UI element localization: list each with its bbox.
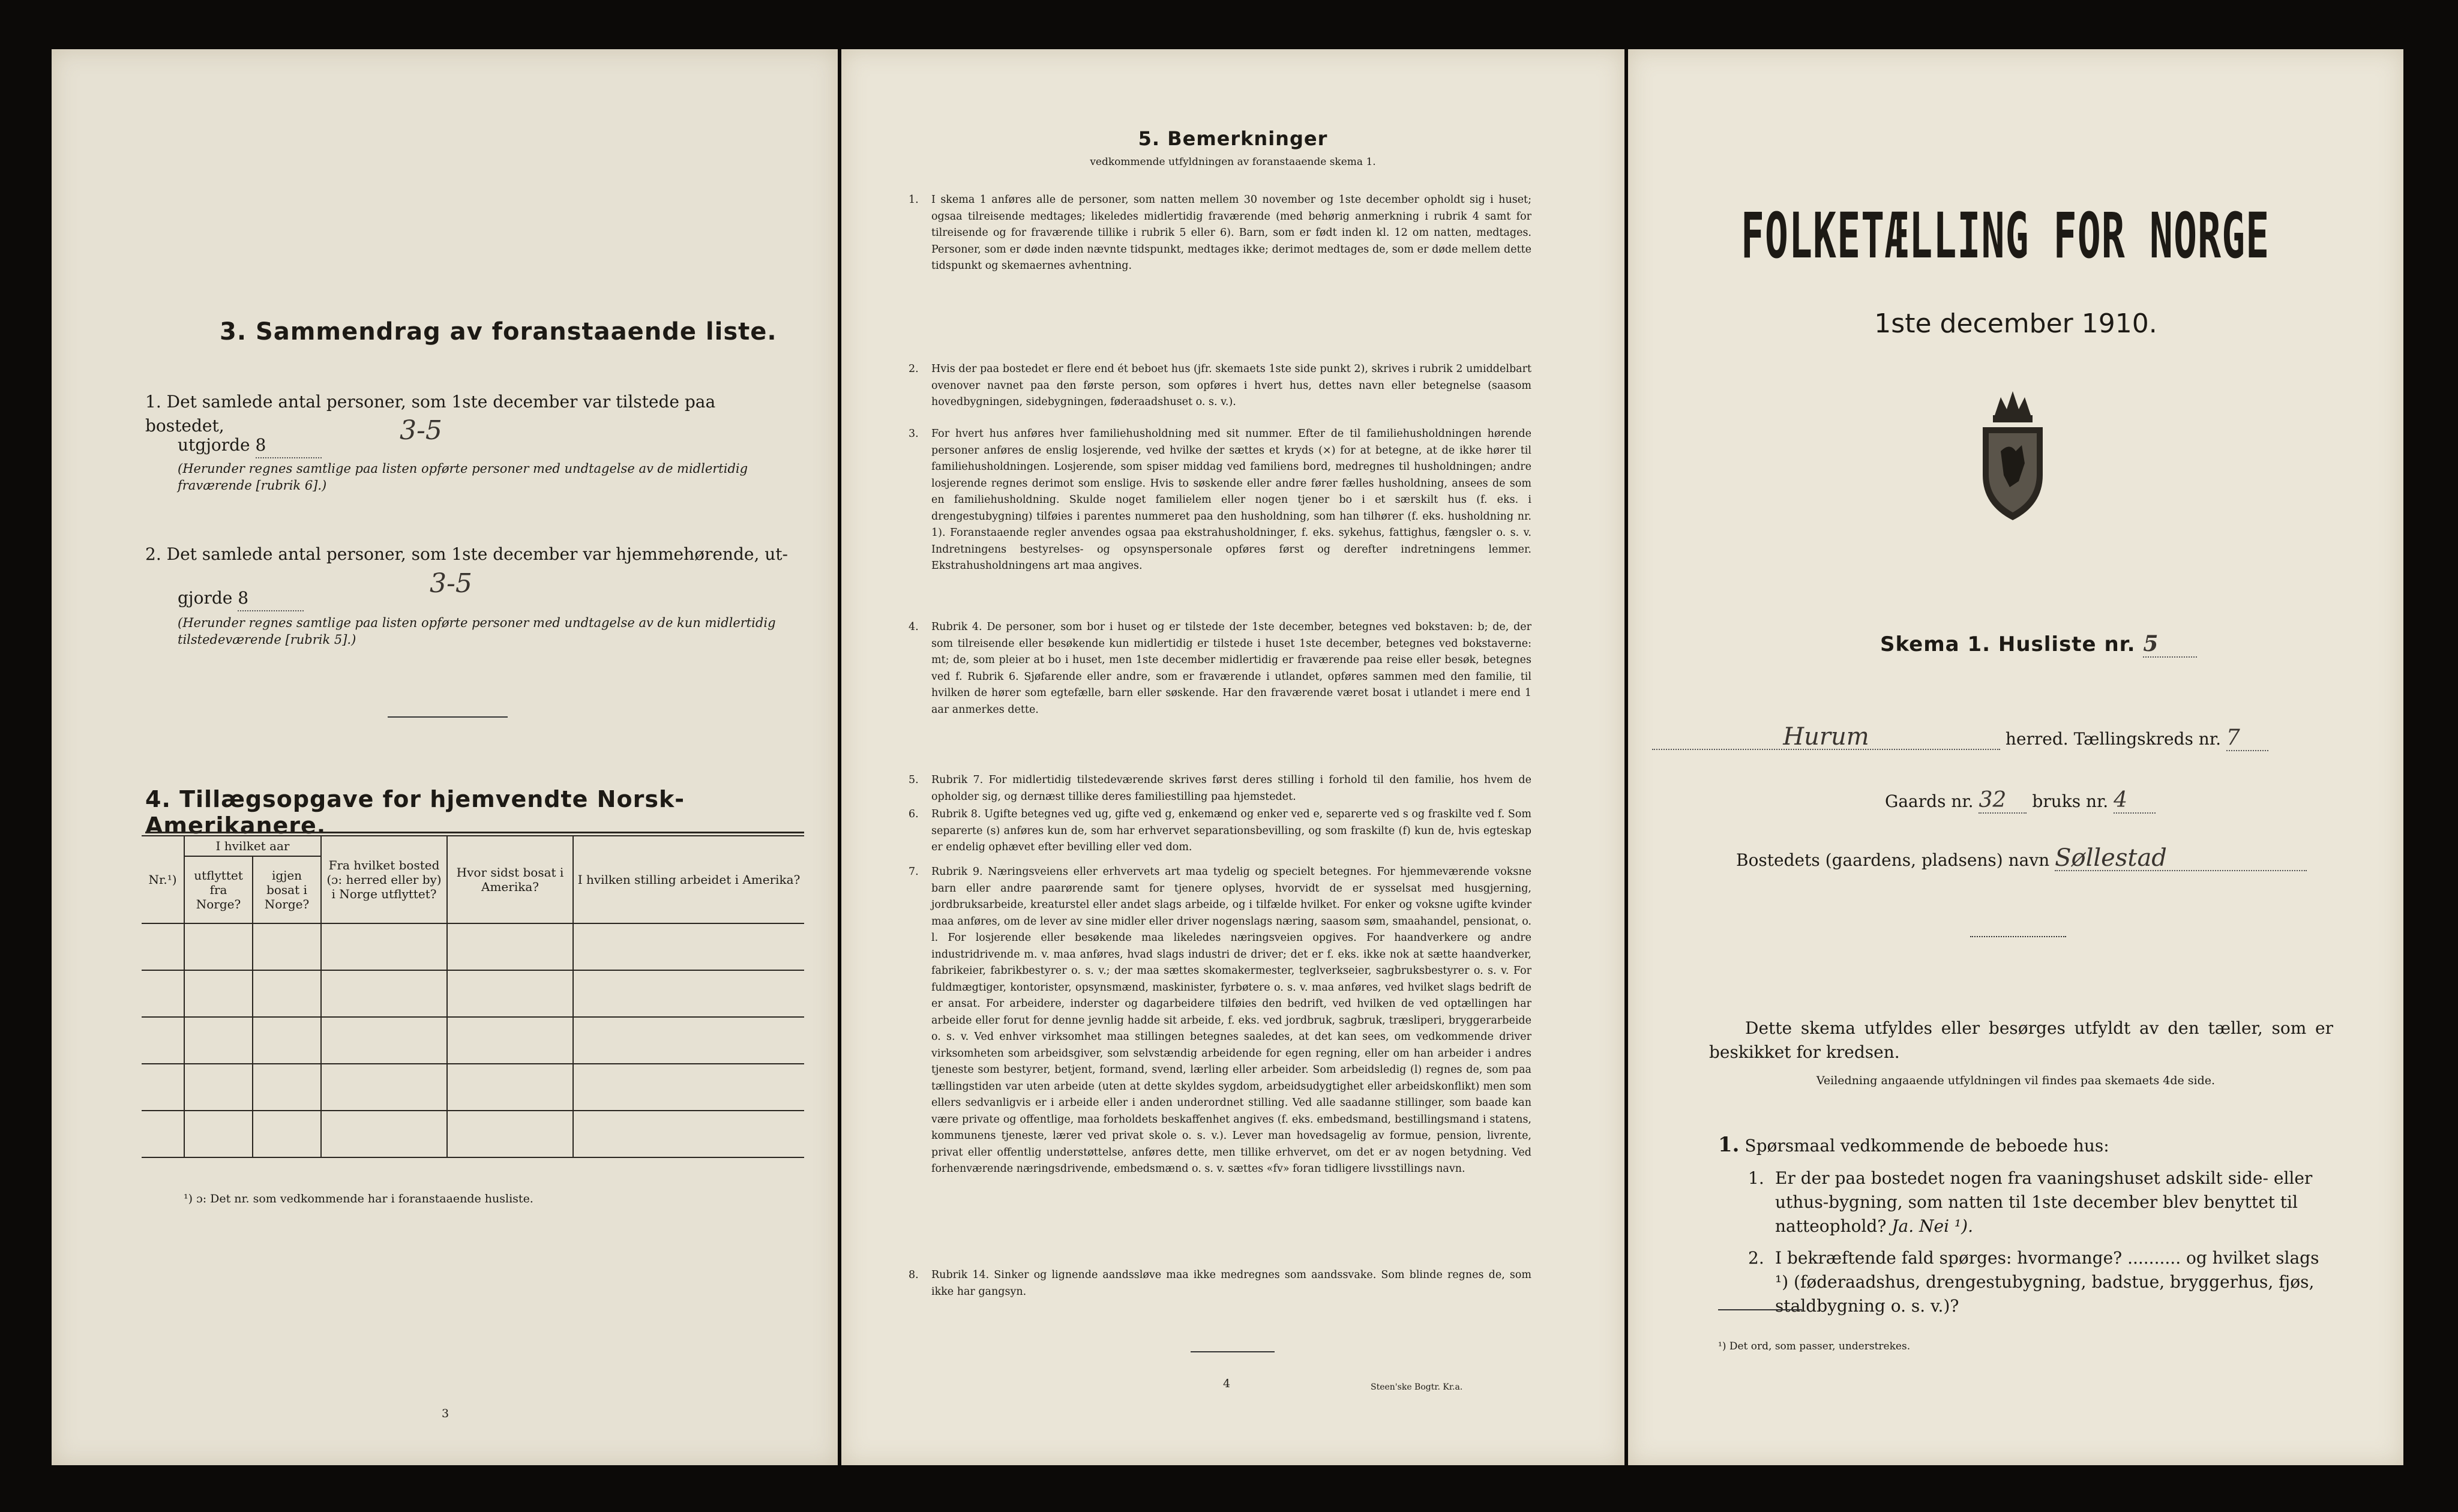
remark-text: Rubrik 8. Ugifte betegnes ved ug, gifte ved g, enkemænd og enker ved e, separerte ved s og fraskilte ved f. Som separerte (s) anføres kun de, som har erhvervet separationsbevilling, og som fraskilte (f) kun de, hvis egteskap er endelig ophævet efter bevilling eller ved dom. (931, 808, 1531, 853)
page-footnote: ¹) Det ord, som passer, understrekes. (1718, 1340, 1911, 1352)
col-nr: Nr.¹) (142, 836, 184, 923)
herred-label: herred. (2005, 729, 2069, 749)
herred-value: Hurum (1652, 725, 2000, 750)
form-date: 1ste december 1910. (1874, 308, 2157, 339)
norsk-amerikanere-table (142, 835, 804, 1158)
section-3-heading: 3. Sammendrag av foranstaaende liste. (220, 318, 777, 346)
printer-imprint: Steen'ske Bogtr. Kr.a. (1371, 1382, 1463, 1392)
remark-number: 3. (909, 428, 919, 440)
remarks-heading: 5. Bemerkninger (1138, 127, 1328, 150)
divider (1191, 1351, 1275, 1352)
right-page (1628, 49, 2403, 1465)
remark-text: I skema 1 anføres alle de personer, som natten mellem 30 november og 1ste december opholdt sig i huset; ogsaa tilreisende medtages; likeledes midlertidig fraværende (med behørig anmerkning i rubrik 4 samt for tilreisende og for fraværende tillike i rubrik 5 eller 6). Barn, som er født inden kl. 12 om natten, medtages. Personer, som er døde inden nævnte tidspunkt, medtages ikke; derimot medtages de, som er døde mellem dette tidspunkt og skemaernes avhentning. (931, 194, 1531, 272)
remark-text: Rubrik 4. De personer, som bor i huset og er tilstede der 1ste december, betegnes ved bokstaven: b; de, der som tilreisende eller besøkende kun midlertidig er tilstede i huset 1ste december, betegnes ved bokstaverne: mt; de, som pleier at bo i huset, men 1ste december midlertidig er fraværende paa reise eller besøk, betegnes ved f. Rubrik 6. Sjøfarende eller andre, som er fraværende i utlandet, opføres sammen med den familie, til hvilken de hører som egtefælle, barn eller søskende. Har den fraværende været bosat i utlandet i mere end 1 aar anmerkes dette. (931, 621, 1531, 716)
summary-item-1-note: (Herunder regnes samtlige paa listen opførte personer med undtagelse av de midlertidig fraværende [rubrik 6].) (178, 461, 748, 493)
divider (1718, 1309, 1802, 1310)
summary-item-1-handwriting: 3-5 (400, 415, 442, 446)
bosted-value: Søllestad (2055, 846, 2307, 871)
remark-text: For hvert hus anføres hver familiehusholdning med sit nummer. Efter de til familiehusholdningen hørende personer anføres de enslig losjerende, ved hvilke der sættes et kryds (×) for at betegne, at de ikke hører til familiehusholdningen. Losjerende, som spiser middag ved familiens bord, medregnes til husholdningen; andre losjerende regnes derimot som enslige. Hvis to søskende eller andre fører fælles husholdning, ansees de som en familiehusholdning. Skulde noget familielem eller nogen tjener bo i et særskilt hus (f. eks. i drengestubygning) tilføies i parentes nummeret paa den husholdning, som han tilhører (f. eks. husholdning nr. 1). Foranstaaende regler anvendes ogsaa paa ekstrahusholdninger, f. eks. sykehus, fattighus, fængsler o. s. v. Indretningens bestyrelses- og opsynspersonale opføres først og derefter indretningens lemmer. Ekstrahusholdningens art maa angives. (931, 428, 1531, 572)
remark-item (909, 1267, 1531, 1300)
remark-number: 4. (909, 621, 919, 633)
remark-number: 6. (909, 808, 919, 820)
table-row (142, 1064, 804, 1111)
bosted-label: Bostedets (gaardens, pladsens) navn (1736, 850, 2050, 870)
husliste-nr: 5 (2143, 631, 2197, 658)
page-number: 4 (1223, 1377, 1231, 1390)
col-fra: Fra hvilket bosted (ɔ: herred eller by) i Norge utflyttet? (321, 836, 447, 923)
schema-label: Skema 1. Husliste nr. (1880, 632, 2136, 656)
remark-item (909, 806, 1531, 856)
table-row (142, 1111, 804, 1157)
gaards-nr: 32 (1979, 788, 2027, 814)
table-row (142, 1017, 804, 1064)
remark-text: Rubrik 14. Sinker og lignende aandssløve maa ikke medregnes som aandssvake. Som blinde regnes de, som ikke har gangsyn. (931, 1269, 1531, 1298)
question-1-answer: Ja. Nei ¹). (1892, 1216, 1973, 1236)
question-1-number: 1. (1748, 1168, 1764, 1188)
summary-item-2-value-row (178, 586, 304, 611)
summary-item-2-label: gjorde (178, 588, 233, 608)
col-stilling: I hvilken stilling arbeidet i Amerika? (573, 836, 804, 923)
kreds-nr: 7 (2226, 726, 2268, 751)
summary-item-1-value-row (178, 433, 322, 458)
questions-heading-row (1718, 1133, 2109, 1158)
remark-item (909, 772, 1531, 805)
left-page (52, 49, 838, 1465)
col-aar-group: I hvilket aar (184, 836, 321, 856)
remark-text: Hvis der paa bostedet er flere end ét beboet hus (jfr. skemaets 1ste side punkt 2), skrives i rubrik 2 umiddelbart ovenover navnet paa den første person, som opføres i hvert hus, dettes navn eller betegnelse (saasom hovedbygningen, sidebygningen, føderaadshuset o. s. v.). (931, 363, 1531, 408)
summary-item-2-handwriting: 3-5 (430, 568, 472, 599)
remark-number: 8. (909, 1269, 919, 1281)
form-title: FOLKETÆLLING FOR NORGE (1741, 199, 2270, 272)
remarks-subheading: vedkommende utfyldningen av foranstaaende skema 1. (1090, 156, 1376, 168)
summary-item-2-text: 2. Det samlede antal personer, som 1ste december var hjemmehørende, ut- (145, 544, 788, 564)
remark-number: 2. (909, 363, 919, 375)
remark-text: Rubrik 7. For midlertidig tilstedeværende skrives først deres stilling i forhold til den familie, hos hvem de opholder sig, og dernæst tillike deres familiestilling paa hjemstedet. (931, 774, 1531, 803)
table-footnote: ¹) ɔ: Det nr. som vedkommende har i foranstaaende husliste. (184, 1192, 533, 1205)
table-row (142, 970, 804, 1017)
herred-row (1652, 725, 2396, 751)
table-top-rule (145, 832, 804, 833)
summary-item-1-value: 8 (256, 433, 322, 458)
gaards-label: Gaards nr. (1885, 791, 1974, 811)
remark-item (909, 619, 1531, 718)
questions-heading: Spørsmaal vedkommende de beboede hus: (1744, 1136, 2109, 1156)
schema-label-row (1880, 631, 2197, 658)
info-text: Dette skema utfyldes eller besørges utfyldt av den tæller, som er beskikket for kredsen. (1709, 1018, 2333, 1062)
remark-item (909, 361, 1531, 411)
question-2-number: 2. (1748, 1248, 1764, 1268)
coat-of-arms-icon (1968, 385, 2058, 523)
col-igjen: igjen bosat i Norge? (253, 856, 321, 923)
kreds-label: Tællingskreds nr. (2073, 729, 2221, 749)
page-number: 3 (442, 1407, 449, 1420)
middle-page (841, 49, 1624, 1465)
questions-heading-number: 1. (1718, 1133, 1740, 1157)
ornament-divider (1970, 936, 2066, 937)
bosted-row (1736, 846, 2307, 872)
section-4-heading: 4. Tillægsopgave for hjemvendte Norsk-Amerikanere. (145, 786, 685, 839)
gaards-row (1885, 788, 2156, 814)
summary-item-1-label: utgjorde (178, 435, 250, 455)
remark-number: 1. (909, 194, 919, 206)
divider (388, 716, 508, 718)
question-1 (1775, 1166, 2333, 1238)
question-1-text: Er der paa bostedet nogen fra vaaningshuset adskilt side- eller uthus-bygning, som natten til 1ste december blev benyttet til natteophold? (1775, 1168, 2313, 1236)
bruks-label: bruks nr. (2032, 791, 2109, 811)
summary-item-2-note: (Herunder regnes samtlige paa listen opførte personer med undtagelse av de kun midlertidig tilstedeværende [rubrik 5].) (178, 616, 776, 647)
table-row (142, 923, 804, 970)
summary-item-1-text: 1. Det samlede antal personer, som 1ste december var tilstede paa bostedet, (145, 392, 716, 436)
remark-number: 7. (909, 866, 919, 878)
remark-text: Rubrik 9. Næringsveiens eller erhvervets art maa tydelig og specielt betegnes. For hjemmeværende voksne barn eller andre paarørende samt for tjenere oplyses, hvorvidt de er sysselsat med husgjerning, jordbruksarbeide, kreaturstel eller andet slags arbeide, og i tilfælde hvilket. For enker og voksne ugifte kvinder maa anføres, om de lever av sine midler eller driver nogenslags næring, saasom søm, smaahandel, pensionat, o. l. For losjerende eller besøkende maa likeledes næringsveien opgives. For haandverkere og andre industridrivende m. v. maa anføres, hvad slags industri de driver; det er f. eks. ikke nok at sætte haandverker, fabrikeier, fabrikbestyrer o. s. v.; der maa sættes skomakermester, teglverkseier, sagbruksbestyrer o. s. v. For fuldmægtiger, kontorister, opsynsmænd, maskinister, fyrbøtere o. s. v. maa anføres, ved hvilket slags bedrift de er ansat. For arbeidere, inderster og dagarbeidere tilføies den bedrift, ved hvilken de ved optællingen har arbeide eller forut for denne jevnlig hadde sit arbeide, f. eks. ved jordbruk, sagbruk, træsliperi, bryggerarbeide o. s. v. Ved enhver virksomhet maa stillingen betegnes saaledes, at det kan sees, om vedkommende driver virksomheten som arbeidsgiver, som selvstændig arbeidende for egen regning, eller om han arbeider i andres tjeneste som bestyrer, betjent, formand, svend, lærling eller arbeider. Som arbeidsledig (l) regnes de, som paa tællingstiden var uten arbeide (uten at dette skyldes sygdom, arbeidsudygtighet eller arbeidskonflikt) men som ellers sedvanligvis er i arbeide eller i anden underordnet stilling. Ved alle saadanne stillinger, som baade kan være private og offentlige, maa forholdets beskaffenhet angives (f. eks. embedsmand, bestillingsmand i statens, kommunens tjeneste, lærer ved privat skole o. s. v.). Lever man hovedsagelig av formue, pension, livrente, privat eller offentlig understøttelse, anføres dette, men tillike erhvervet, om det er av nogen betydning. Ved forhenværende næringsdrivende, embedsmænd o. s. v. sættes «fv» foran tidligere livsstillings navn. (931, 866, 1531, 1175)
remark-item (909, 192, 1531, 275)
bruks-nr: 4 (2114, 788, 2156, 814)
col-sidst: Hvor sidst bosat i Amerika? (447, 836, 573, 923)
summary-item-2-value: 8 (238, 586, 304, 611)
remark-number: 5. (909, 774, 919, 786)
remark-item (909, 864, 1531, 1178)
remark-item (909, 426, 1531, 575)
info-small: Veiledning angaaende utfyldningen vil findes paa skemaets 4de side. (1816, 1074, 2216, 1087)
col-utflyttet: utflyttet fra Norge? (184, 856, 253, 923)
question-2-text: I bekræftende fald spørges: hvormange? .......... og hvilket slags ¹) (føderaadshus, drengestubygning, badstue, bryggerhus, fjøs, staldbygning o. s. v.)? (1775, 1248, 2319, 1316)
